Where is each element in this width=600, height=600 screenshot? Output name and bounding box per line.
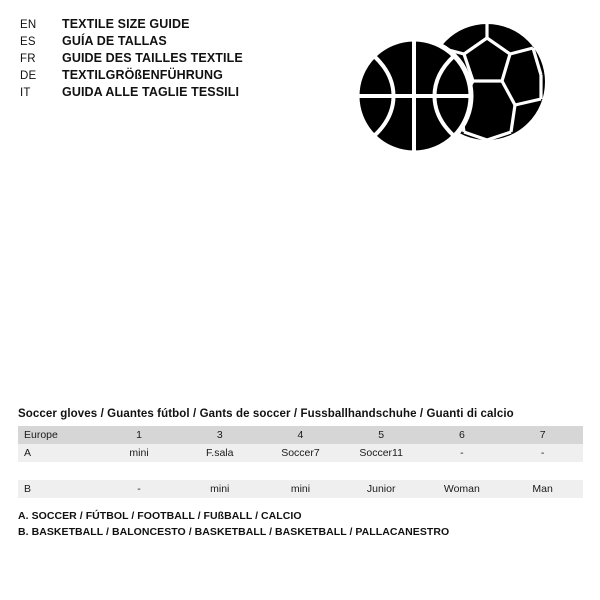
legend xyxy=(18,508,449,540)
table-row xyxy=(18,480,583,498)
language-row xyxy=(20,33,243,50)
language-row xyxy=(20,16,243,33)
language-code: DE xyxy=(20,70,37,82)
table-cell: F.sala xyxy=(179,444,260,462)
language-code: ES xyxy=(20,36,36,48)
row-label: A xyxy=(18,444,99,462)
language-title: GUIDE DES TAILLES TEXTILE xyxy=(62,51,243,65)
table-cell: mini xyxy=(260,480,341,498)
table-row-separator xyxy=(18,462,583,480)
language-row xyxy=(20,84,243,101)
table-cell: Man xyxy=(502,480,583,498)
legend-line-b: B. BASKETBALL / BALONCESTO / BASKETBALL / BASKETBALL / PALLACANESTRO xyxy=(18,526,450,538)
language-code: FR xyxy=(20,53,36,65)
language-code: EN xyxy=(20,19,37,31)
language-title-list xyxy=(20,16,243,101)
table-header-cell: 1 xyxy=(99,426,180,444)
table-cell: mini xyxy=(99,444,180,462)
language-title: TEXTILE SIZE GUIDE xyxy=(62,17,190,31)
table-cell: Woman xyxy=(422,480,503,498)
table-header-cell: Europe xyxy=(18,426,99,444)
table-header-cell: 4 xyxy=(260,426,341,444)
table-header-cell: 6 xyxy=(422,426,503,444)
basketball-icon xyxy=(357,39,471,153)
table-header-cell: 7 xyxy=(502,426,583,444)
table-cell: Soccer11 xyxy=(341,444,422,462)
table-header-cell: 5 xyxy=(341,426,422,444)
language-code: IT xyxy=(20,87,31,99)
table-cell: - xyxy=(422,444,503,462)
language-title: GUIDA ALLE TAGLIE TESSILI xyxy=(62,85,240,99)
table-cell: - xyxy=(502,444,583,462)
table-row xyxy=(18,444,583,462)
table-caption: Soccer gloves / Guantes fútbol / Gants de soccer / Fussballhandschuhe / Guanti di calcio xyxy=(18,408,514,420)
language-row xyxy=(20,50,243,67)
table-cell: mini xyxy=(179,480,260,498)
table-header-cell: 3 xyxy=(179,426,260,444)
row-label: B xyxy=(18,480,99,498)
language-title: TEXTILGRÖßENFÜHRUNG xyxy=(62,68,223,82)
table-cell: Junior xyxy=(341,480,422,498)
size-table-section xyxy=(18,408,583,498)
table-cell: - xyxy=(99,480,180,498)
language-row xyxy=(20,67,243,84)
size-table xyxy=(18,426,583,498)
ball-illustration xyxy=(352,20,562,170)
table-header-row xyxy=(18,426,583,444)
table-cell: Soccer7 xyxy=(260,444,341,462)
legend-line-a: A. SOCCER / FÚTBOL / FOOTBALL / FUßBALL / CALCIO xyxy=(18,510,302,522)
language-title: GUÍA DE TALLAS xyxy=(62,34,167,48)
